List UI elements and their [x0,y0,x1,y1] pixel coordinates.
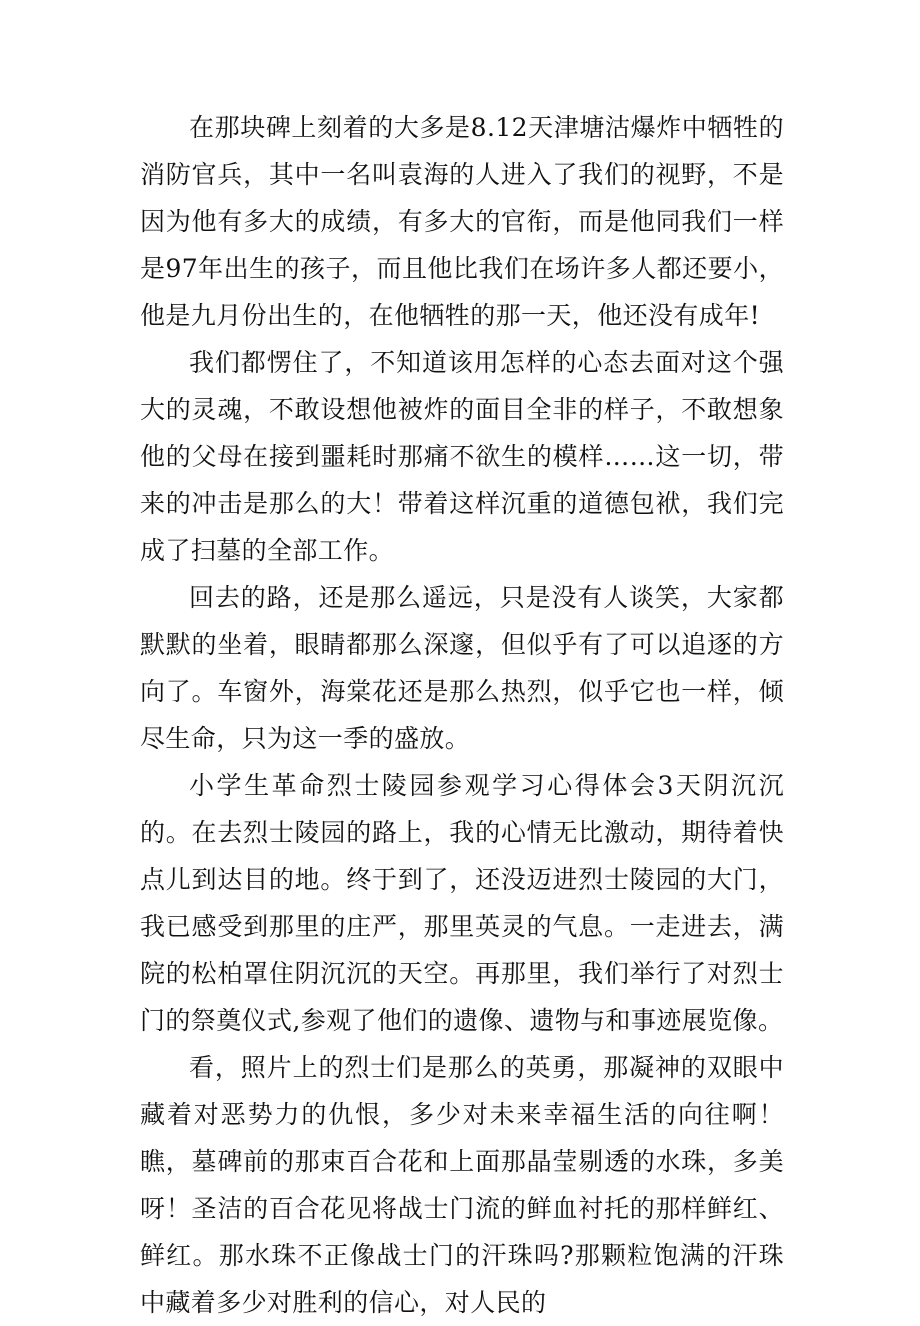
paragraph-3: 回去的路，还是那么遥远，只是没有人谈笑，大家都默默的坐着，眼睛都那么深邃，但似乎有了可以追逐的方向了。车窗外，海棠花还是那么热烈，似乎它也一样，倾尽生命，只为这一季的盛放。 [140,583,784,753]
paragraph-1: 在那块碑上刻着的大多是8.12天津塘沽爆炸中牺牲的消防官兵，其中一名叫袁海的人进入了我们的视野，不是因为他有多大的成绩，有多大的官衔，而是他同我们一样是97年出生的孩子，而且他比我们在场许多人都还要小，他是九月份出生的，在他牺牲的那一天，他还没有成年! [140,113,784,330]
document-body [140,104,784,1326]
paragraph-4: 小学生革命烈士陵园参观学习心得体会3天阴沉沉的。在去烈士陵园的路上，我的心情无比激动，期待着快点儿到达目的地。终于到了，还没迈进烈士陵园的大门，我已感受到那里的庄严，那里英灵的气息。一走进去，满院的松柏罩住阴沉沉的天空。再那里，我们举行了对烈士门的祭奠仪式,参观了他们的遗像、遗物与和事迹展览像。 [140,771,784,1035]
paragraph-2: 我们都愣住了，不知道该用怎样的心态去面对这个强大的灵魂，不敢设想他被炸的面目全非的样子，不敢想象他的父母在接到噩耗时那痛不欲生的模样……这一切，带来的冲击是那么的大！带着这样沉重的道德包袱，我们完成了扫墓的全部工作。 [140,348,784,565]
paragraph-5: 看，照片上的烈士们是那么的英勇，那凝神的双眼中藏着对恶势力的仇恨，多少对未来幸福生活的向往啊！瞧，墓碑前的那束百合花和上面那晶莹剔透的水珠，多美呀！圣洁的百合花见将战士门流的鲜血衬托的那样鲜红、鲜红。那水珠不正像战士门的汗珠吗?那颗粒饱满的汗珠中藏着多少对胜利的信心，对人民的 [140,1053,784,1317]
